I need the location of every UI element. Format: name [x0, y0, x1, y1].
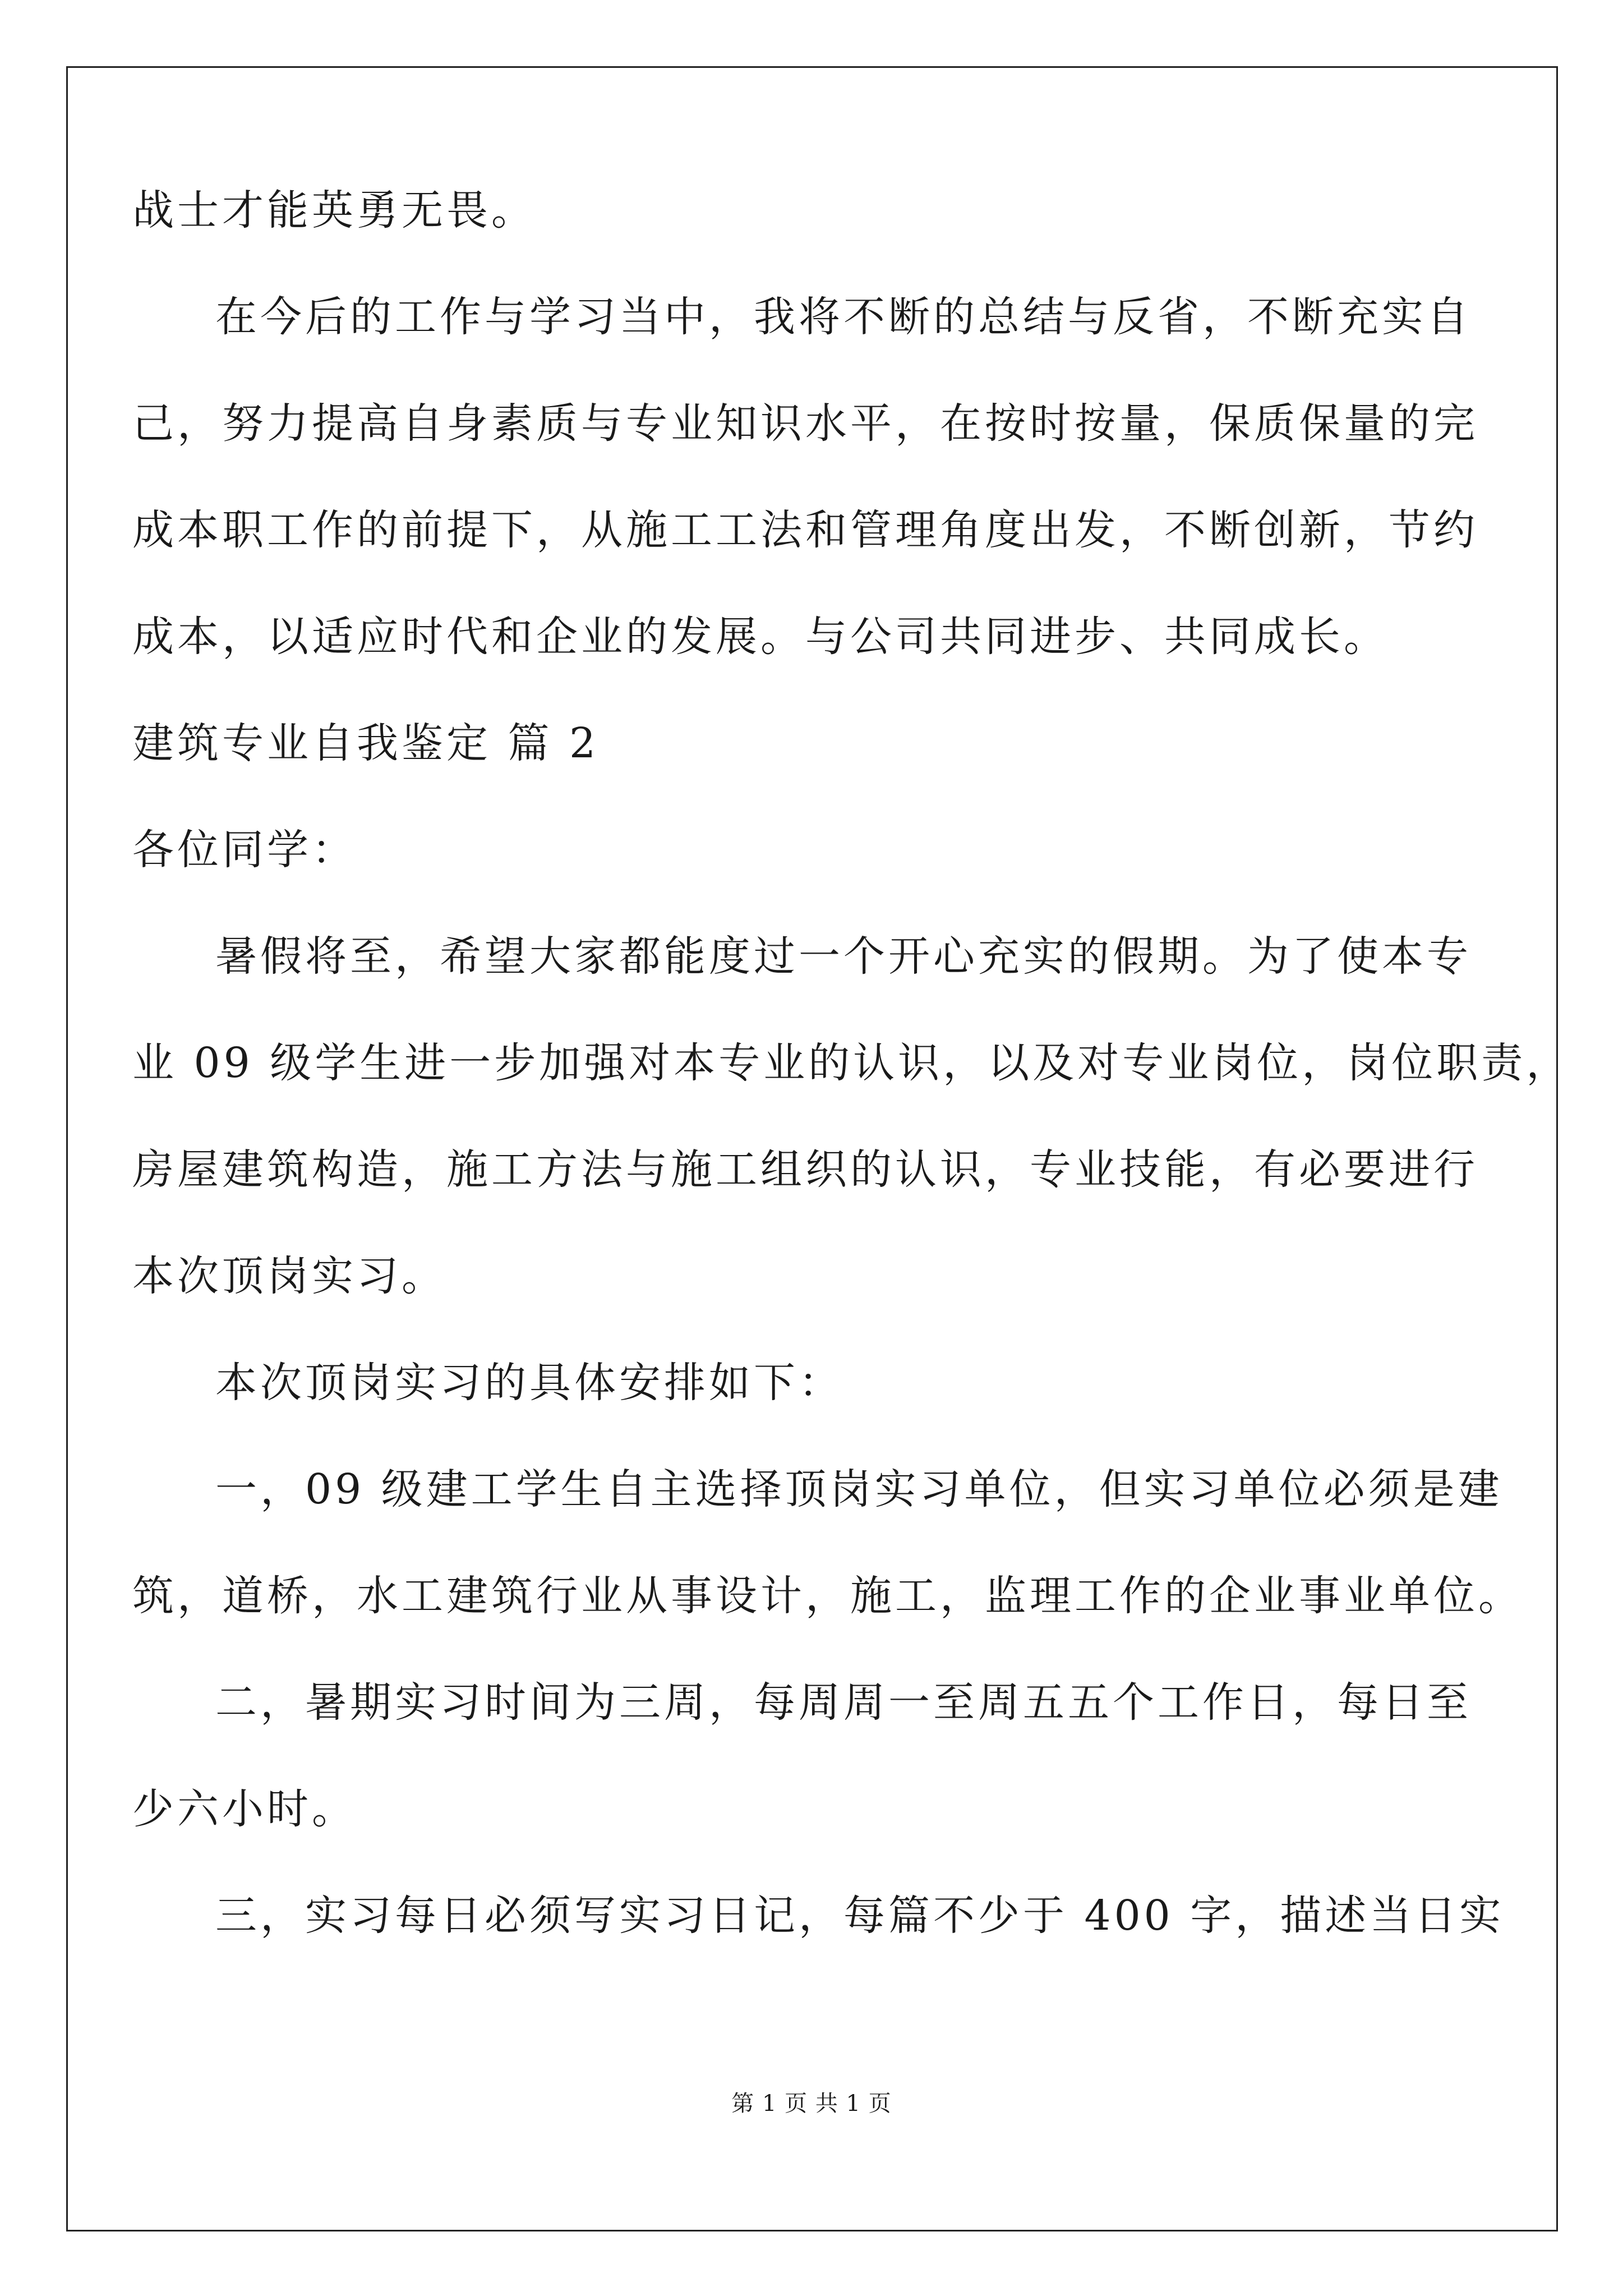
salutation: 各位同学： [132, 826, 357, 874]
paragraph-line: 一，09 级建工学生自主选择顶岗实习单位，但实习单位必须是建 [215, 1465, 1503, 1513]
page-footer: 第 1 页 共 1 页 [731, 2091, 892, 2116]
paragraph-line: 暑假将至，希望大家都能度过一个开心充实的假期。为了使本专 [215, 932, 1472, 981]
paragraph-line: 筑，道桥，水工建筑行业从事设计，施工，监理工作的企业事业单位。 [132, 1572, 1523, 1620]
paragraph-line: 本次顶岗实习。 [132, 1252, 446, 1300]
paragraph-line: 业 09 级学生进一步加强对本专业的认识，以及对专业岗位，岗位职责， [132, 1039, 1571, 1087]
paragraph-line: 本次顶岗实习的具体安排如下： [215, 1359, 843, 1407]
paragraph-line: 在今后的工作与学习当中，我将不断的总结与反省，不断充实自 [215, 293, 1472, 341]
paragraph-line: 成本职工作的前提下，从施工工法和管理角度出发，不断创新，节约 [132, 506, 1478, 554]
section-heading: 建筑专业自我鉴定 篇 2 [132, 719, 600, 767]
paragraph-line: 战士才能英勇无畏。 [132, 186, 536, 234]
paragraph-line: 少六小时。 [132, 1785, 357, 1833]
paragraph-line: 房屋建筑构造，施工方法与施工组织的认识，专业技能，有必要进行 [132, 1145, 1478, 1194]
paragraph-line: 二，暑期实习时间为三周，每周周一至周五五个工作日，每日至 [215, 1678, 1472, 1727]
paragraph-line: 己，努力提高自身素质与专业知识水平，在按时按量，保质保量的完 [132, 399, 1478, 448]
paragraph-line: 成本，以适应时代和企业的发展。与公司共同进步、共同成长。 [132, 613, 1389, 661]
paragraph-line: 三，实习每日必须写实习日记，每篇不少于 400 字，描述当日实 [215, 1892, 1505, 1940]
